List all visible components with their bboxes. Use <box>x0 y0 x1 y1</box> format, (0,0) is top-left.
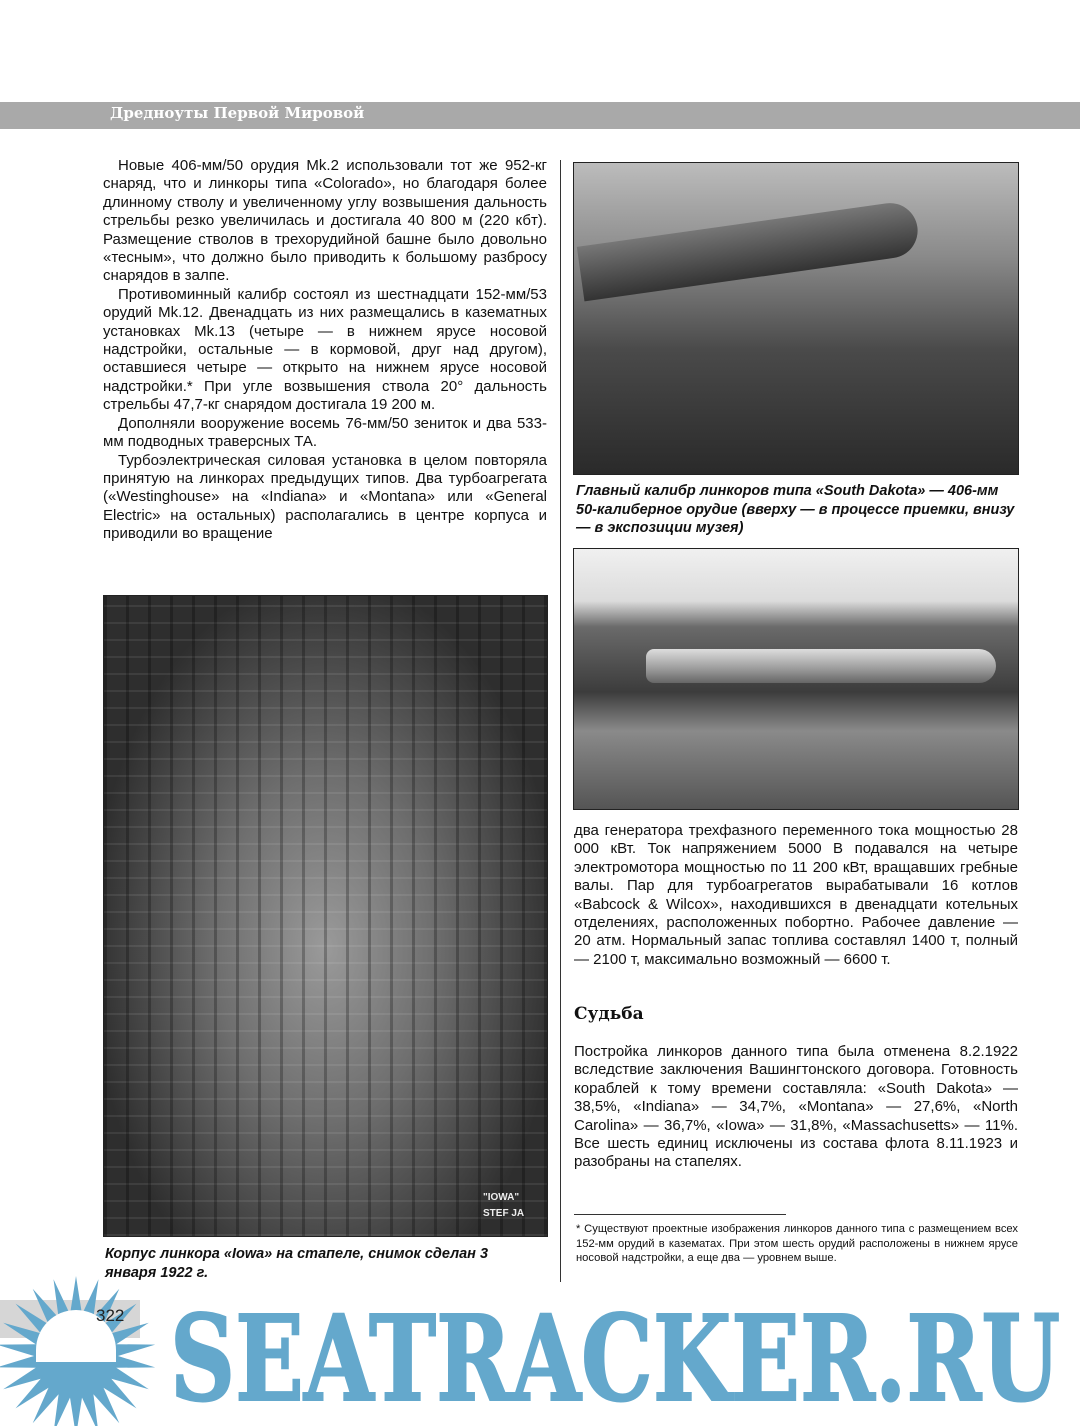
photo-caption-left: Корпус линкора «Iowa» на стапеле, снимок сделан 3 января 1922 г. <box>105 1246 489 1281</box>
photo-gun-museum <box>573 548 1019 810</box>
gun-barrel-shape <box>577 200 921 302</box>
right-column-section-text: Постройка линкоров данного типа была отменена 8.2.1922 вследствие заключения Вашингтонского договора. Готовность кораблей к тому времени составляла: «South Dakota» — 38,5%, «Indiana» — 34,7%, «Montana» — 27,6%, «North Carolina» — 36,7%, «Iowa» — 31,8%, «Massachusetts» — 11%. Все шесть единиц исключены из состава флота 8.11.1923 и разобраны на стапелях. <box>574 1043 1018 1171</box>
photo-caption-right: Главный калибр линкоров типа «South Dakota» — 406-мм 50-калиберное орудие (вверху — в процессе приемки, внизу — в экспозиции музея) <box>576 483 1015 536</box>
watermark-logo <box>0 1270 1080 1426</box>
column-divider <box>560 160 561 1282</box>
starburst-icon <box>0 1276 155 1426</box>
right-column-continuation: два генератора трехфазного переменного тока мощностью 28 000 кВт. Ток напряжением 5000 В подавался на четыре электромотора мощностью по 11 200 кВт, вращавших гребные валы. Пар для турбоагрегатов вырабатывали 16 котлов «Babcock & Wilcox», находившихся в двенадцати котельных отделениях, расположенных побортно. Рабочее давление — 20 атм. Нормальный запас топлива составлял 1400 т, полный — 2100 т, максимально возможный — 6600 т. <box>574 822 1018 968</box>
footnote: * Существуют проектные изображения линкоров данного типа с размещением всех 152-мм орудий в казематах. При этом шесть орудий расположены в нижнем ярусе носовой надстройки, а еще два — уровнем выше. <box>576 1223 1018 1265</box>
paragraph: Новые 406-мм/50 орудия Mk.2 использовали тот же 952-кг снаряд, что и линкоры типа «Colorado», но благодаря более длинному стволу и увеличенному углу возвышения дальность стрельбы резко увеличилась и достигала 40 800 м (220 кбт). Размещение стволов в трехорудийной башне было довольно «тесным», что должно было приводить к большому разбросу снарядов в залпе. <box>103 157 547 285</box>
watermark-text: SEATRACKER.RU <box>170 1289 1060 1426</box>
paragraph: Дополняли вооружение восемь 76-мм/50 зениток и два 533-мм подводных траверсных ТА. <box>103 414 547 451</box>
paragraph: Противоминный калибр состоял из шестнадцати 152-мм/53 орудий Mk.12. Двенадцать из них размещались в казематных установках Mk.13 (четыре — в нижнем ярусе носовой надстройки, остальные — в кормовой, друг над другом), оставшиеся четыре — открыто на нижнем ярусе носовой надстройки.* При угле возвышения ствола 20° дальность стрельбы 47,7-кг снарядом достигала 19 200 м. <box>103 285 547 414</box>
footnote-rule <box>574 1214 786 1215</box>
photo-gun-acceptance <box>573 162 1019 475</box>
paragraph: Турбоэлектрическая силовая установка в целом повторяла принятую на линкорах предыдущих типов. Два турбоагрегата («Westinghouse» на «Indiana» и «Montana» или «General Electric» на остальных) располагались в центре корпуса и приводили во вращение <box>103 451 547 543</box>
gun-barrel-shape <box>646 649 996 683</box>
left-column-text <box>103 157 547 544</box>
photo-inscription: "IOWA" STEF JA <box>483 1192 525 1219</box>
section-heading-fate: Судьба <box>574 1004 644 1024</box>
running-header-title: Дредноуты Первой Мировой <box>110 104 365 122</box>
page-number: 322 <box>96 1306 125 1325</box>
photo-iowa-hull-on-slipway <box>103 595 548 1237</box>
